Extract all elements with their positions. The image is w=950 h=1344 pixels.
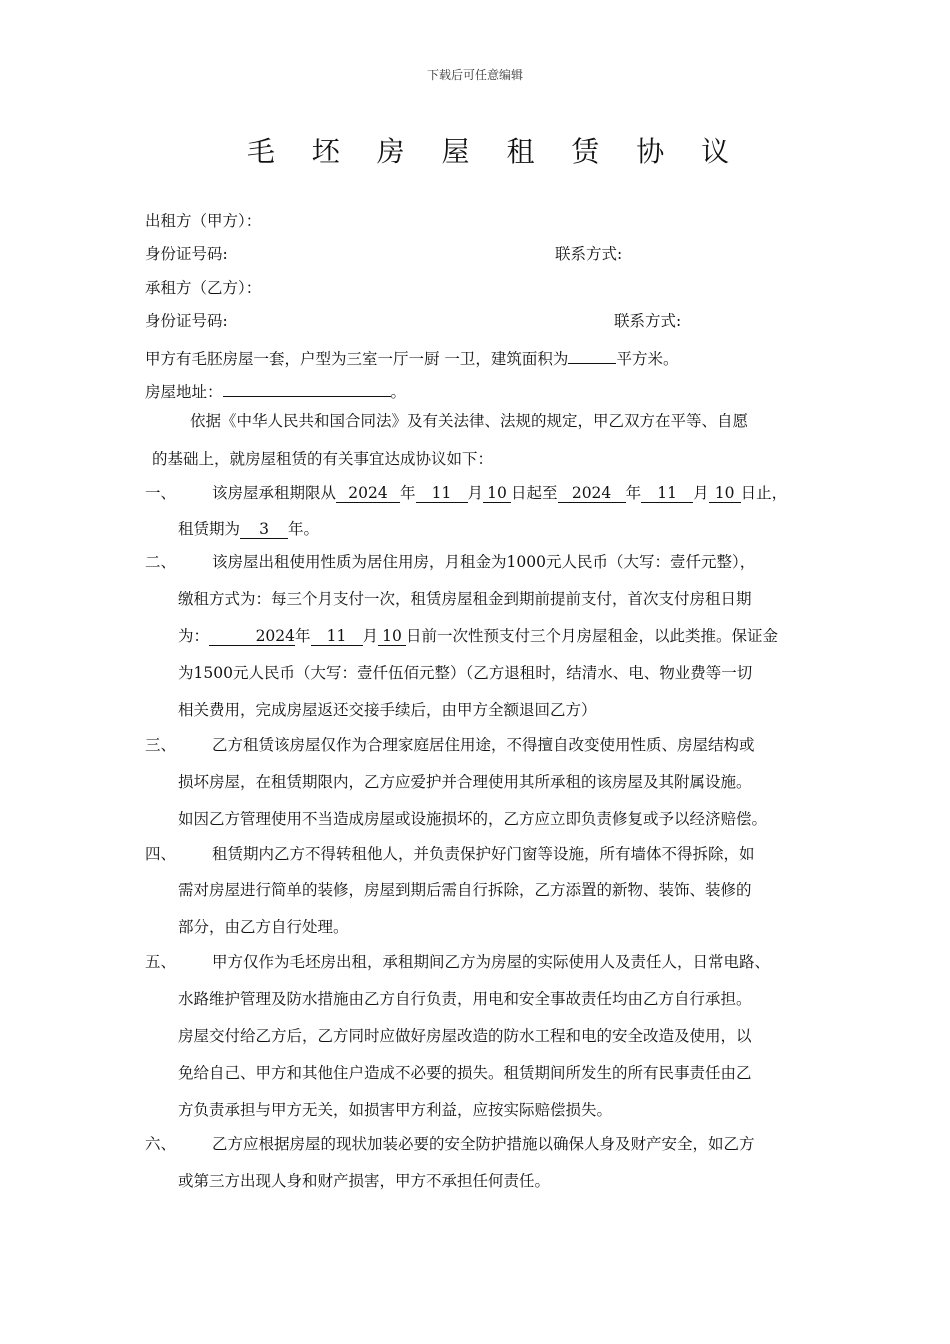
- house-desc-pre: 甲方有毛胚房屋一套，户型为三室一厅一厨 一卫，建筑面积为: [145, 350, 569, 368]
- clause-5-line-2: 水路维护管理及防水措施由乙方自行负责，用电和安全事故责任均由乙方自行承担。: [178, 990, 752, 1008]
- month-label: 月: [467, 484, 484, 502]
- clause-1-text: 该房屋承租期限从: [212, 484, 337, 502]
- lessor-label: 出租方（甲方）：: [145, 212, 262, 230]
- house-desc-post: 平方米。: [616, 350, 679, 368]
- year-label: 年: [295, 627, 311, 645]
- clause-5-line-1: 甲方仅作为毛坯房出租，承租期间乙方为房屋的实际使用人及责任人，日常电路、: [212, 953, 771, 971]
- clause-3-number: 三、: [145, 736, 177, 754]
- preamble-line-2: 的基础上，就房屋租赁的有关事宜达成协议如下：: [152, 450, 494, 468]
- term-unit: 年。: [288, 520, 320, 538]
- clause-2-line-3: [178, 626, 778, 646]
- month-label: 月: [693, 484, 709, 502]
- clause-2-line-4: 为1500元人民币（大写：壹仟伍佰元整）（乙方退租时，结清水、电、物业费等一切: [178, 664, 753, 682]
- clause-5-line-4: 免给自己、甲方和其他住户造成不必要的损失。租赁期间所发生的所有民事责任由乙: [178, 1064, 752, 1082]
- end-month: 11: [641, 484, 693, 503]
- start-year: 2024: [336, 484, 400, 503]
- address-blank: [223, 378, 391, 397]
- lessor-id-label: 身份证号码:: [145, 245, 228, 263]
- clause-4-line-3: 部分，由乙方自行处理。: [178, 918, 349, 936]
- clause-3-line-1: 乙方租赁该房屋仅作为合理家庭居住用途，不得擅自改变使用性质、房屋结构或: [212, 736, 755, 754]
- area-blank: [568, 345, 616, 364]
- day-label: 日止，: [740, 484, 788, 502]
- clause-4-number: 四、: [145, 845, 177, 863]
- preamble-line-1: 依据《中华人民共和国合同法》及有关法律、法规的规定，甲乙双方在平等、自愿: [190, 412, 749, 430]
- lessee-label: 承租方（乙方）：: [145, 279, 262, 297]
- pay-year: 2024: [209, 627, 295, 646]
- clause-4-line-1: 租赁期内乙方不得转租他人，并负责保护好门窗等设施，所有墙体不得拆除，如: [212, 845, 755, 863]
- year-label: 年: [625, 484, 642, 502]
- lessor-contact-label: 联系方式:: [555, 245, 623, 263]
- month-label: 月: [362, 627, 379, 645]
- clause-4-line-2: 需对房屋进行简单的装修，房屋到期后需自行拆除，乙方添置的新物、装饰、装修的: [178, 881, 752, 899]
- day-label: 日起至: [511, 484, 558, 502]
- clause-5-number: 五、: [145, 953, 177, 971]
- house-address: [145, 378, 406, 402]
- clause-6-line-1: 乙方应根据房屋的现状加装必要的安全防护措施以确保人身及财产安全，如乙方: [212, 1135, 755, 1153]
- clause-6-number: 六、: [145, 1135, 177, 1153]
- clause-5-line-3: 房屋交付给乙方后，乙方同时应做好房屋改造的防水工程和电的安全改造及使用，以: [178, 1027, 752, 1045]
- clause-2-line-5: 相关费用，完成房屋返还交接手续后，由甲方全额退回乙方）: [178, 701, 597, 719]
- house-description: [145, 345, 678, 369]
- term-years: 3: [240, 520, 288, 539]
- end-day: 10: [709, 484, 741, 503]
- header-note: 下载后可任意编辑: [426, 68, 523, 82]
- pay-month: 11: [311, 627, 363, 646]
- document-title: 毛 坯 房 屋 租 赁 协 议: [246, 135, 744, 168]
- clause-1-line-1: [212, 483, 787, 503]
- address-label: 房屋地址：: [145, 383, 223, 401]
- clause-3-line-3: 如因乙方管理使用不当造成房屋或设施损坏的，乙方应立即负责修复或予以经济赔偿。: [178, 810, 768, 828]
- clause-1-line-2: [178, 519, 319, 539]
- clause-2-number: 二、: [145, 553, 177, 571]
- start-day: 10: [483, 484, 511, 503]
- address-end: 。: [390, 383, 407, 401]
- clause-2-line-2: 缴租方式为：每三个月支付一次，租赁房屋租金到期前提前支付，首次支付房租日期: [178, 590, 752, 608]
- start-month: 11: [416, 484, 468, 503]
- year-label: 年: [400, 484, 416, 502]
- pay-day: 10: [378, 627, 406, 646]
- end-year: 2024: [558, 484, 626, 503]
- clause-5-line-5: 方负责承担与甲方无关，如损害甲方利益，应按实际赔偿损失。: [178, 1101, 613, 1119]
- clause-2-text: 日前一次性预支付三个月房屋租金，以此类推。保证金: [406, 627, 779, 645]
- pay-date-label: 为：: [178, 627, 210, 645]
- clause-1-number: 一、: [145, 484, 177, 502]
- clause-6-line-2: 或第三方出现人身和财产损害，甲方不承担任何责任。: [178, 1172, 551, 1190]
- clause-3-line-2: 损坏房屋，在租赁期限内，乙方应爱护并合理使用其所承租的该房屋及其附属设施。: [178, 773, 752, 791]
- clause-2-line-1: 该房屋出租使用性质为居住用房，月租金为1000元人民币（大写：壹仟元整），: [212, 553, 756, 571]
- term-label: 租赁期为: [178, 520, 241, 538]
- lessee-contact-label: 联系方式:: [614, 312, 682, 330]
- lessee-id-label: 身份证号码:: [145, 312, 228, 330]
